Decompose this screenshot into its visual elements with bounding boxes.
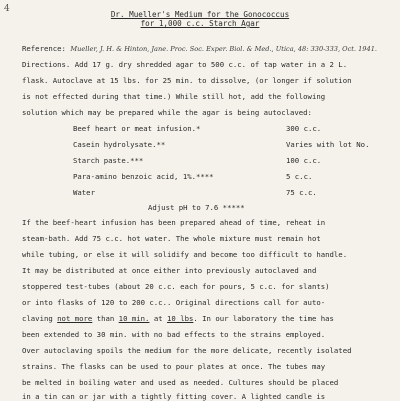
tail-line: in a tin can or jar with a tightly fitting cover. A lighted candle is: [22, 392, 326, 401]
text-segment: than: [92, 314, 119, 323]
body-line: or into flasks of 120 to 200 c.c.. Original directions call for auto-: [22, 298, 326, 307]
directions-line: flask. Autoclave at 15 lbs. for 25 min. to dissolve, (or longer if solution: [22, 76, 352, 85]
reference-handwritten: Mueller, J. H. & Hinton, Jane. Proc. Soc. Exper. Biol. & Med., Utica, 48: 330-333, Oct. 1941.: [70, 45, 377, 53]
underlined-text: 10 lbs: [167, 314, 194, 323]
directions-line: Directions. Add 17 g. dry shredded agar to 500 c.c. of tap water in a 2 L.: [22, 60, 348, 69]
tail-line: strains. The flasks can be used to pour plates at once. The tubes may: [22, 362, 326, 371]
text-segment: . In our laboratory the time has: [193, 314, 334, 323]
ingredient-name: Starch paste.***: [73, 156, 144, 165]
ingredient-amount: 100 c.c.: [286, 156, 322, 165]
title-line-1: [0, 10, 400, 19]
body-line: stoppered test-tubes (about 20 c.c. each for pours, 5 c.c. for slants): [22, 282, 330, 291]
body-line: It may be distributed at once either into previously autoclaved and: [22, 266, 317, 275]
ingredient-name: Beef heart or meat infusion.*: [73, 124, 201, 133]
adjust-ph-line: Adjust pH to 7.6 *****: [148, 203, 245, 212]
text-segment: at: [149, 314, 168, 323]
autoclave-underlined-line: [22, 314, 334, 323]
reference-label: Reference:: [22, 44, 66, 53]
ingredient-amount: 300 c.c.: [286, 124, 322, 133]
ingredient-name: Para-amino benzoic acid, 1%.****: [73, 172, 214, 181]
tail-line: been extended to 30 min. with no bad effects to the strains employed.: [22, 330, 326, 339]
underlined-text: not more: [57, 314, 93, 323]
body-line: steam-bath. Add 75 c.c. hot water. The whole mixture must remain hot: [22, 234, 321, 243]
tail-line: be melted in boiling water and used as needed. Cultures should be placed: [22, 378, 339, 387]
text-segment: claving: [22, 314, 58, 323]
ingredient-name: Casein hydrolysate.**: [73, 140, 166, 149]
ingredient-amount: 5 c.c.: [286, 172, 313, 181]
title-text-1: Dr. Mueller's Medium for the Gonococcus: [110, 10, 290, 19]
title-text-2: for 1,000 c.c. Starch Agar: [140, 19, 260, 28]
body-line: while tubing, or else it will solidify and become too difficult to handle.: [22, 250, 348, 259]
title-line-2: [0, 19, 400, 28]
underlined-text: 10 min.: [118, 314, 150, 323]
tail-line: Over autoclaving spoils the medium for the more delicate, recently isolated: [22, 346, 352, 355]
ingredient-amount: Varies with lot No.: [286, 140, 370, 149]
ingredient-amount: 75 c.c.: [286, 188, 317, 197]
ingredient-name: Water: [73, 188, 95, 197]
body-line: If the beef-heart infusion has been prepared ahead of time, reheat in: [22, 218, 326, 227]
page-corner-mark: 4: [4, 4, 10, 14]
directions-line: is not effected during that time.) While still hot, add the following: [22, 92, 326, 101]
directions-line: solution which may be prepared while the agar is being autoclaved:: [22, 108, 312, 117]
reference-line: [22, 44, 377, 54]
